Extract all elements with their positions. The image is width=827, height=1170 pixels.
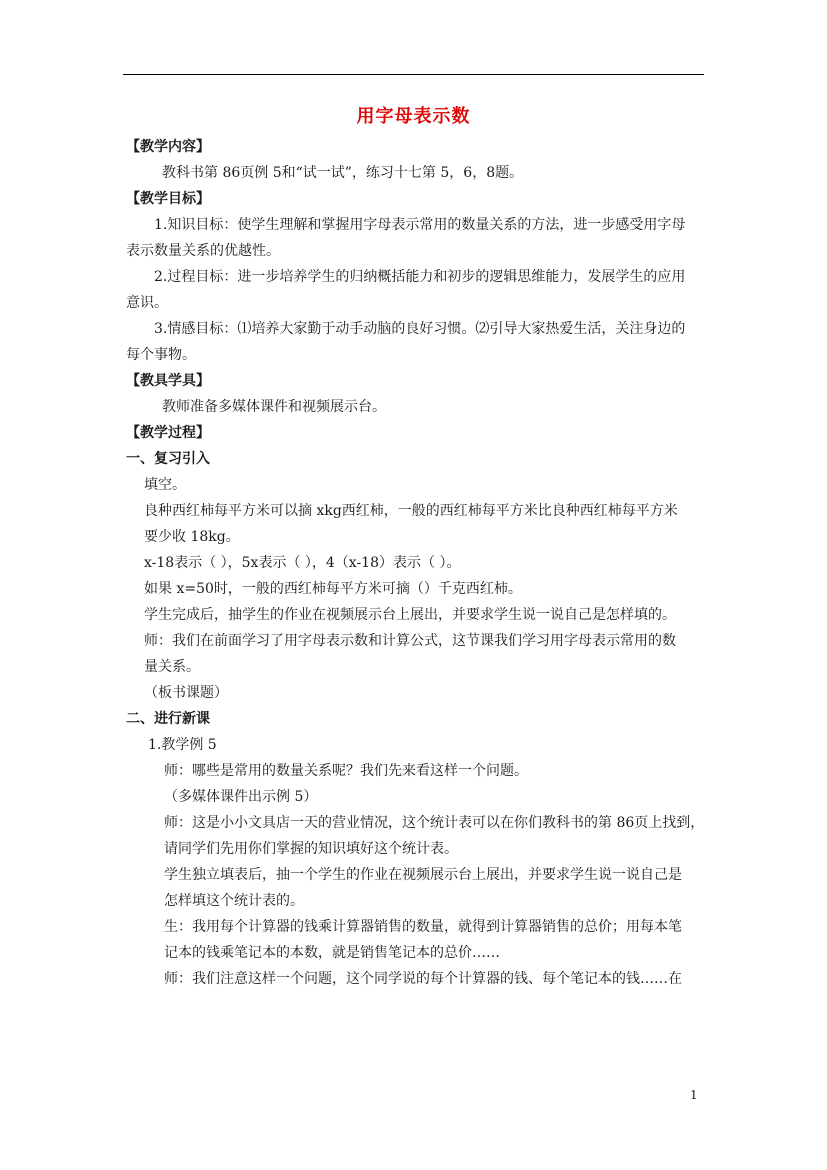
section-heading: 一、复习引入 (126, 451, 210, 467)
paragraph-line: 请同学们先用你们掌握的知识填好这个统计表。 (164, 841, 458, 857)
paragraph-line: 量关系。 (144, 659, 200, 675)
paragraph-line: 1.知识目标：使学生理解和掌握用字母表示常用的数量关系的方法，进一步感受用字母 (154, 217, 686, 233)
paragraph-line: 师：我们注意这样一个问题，这个同学说的每个计算器的钱、每个笔记本的钱……在 (164, 971, 682, 987)
paragraph-line: 要少收 18kg。 (144, 529, 240, 545)
paragraph-line: 记本的钱乘笔记本的本数，就是销售笔记本的总价…… (164, 945, 500, 961)
header-rule (123, 74, 704, 75)
paragraph-line: 学生独立填表后，抽一个学生的作业在视频展示台上展出，并要求学生说一说自己是 (164, 867, 682, 883)
section-heading: 二、进行新课 (126, 711, 210, 727)
paragraph-line: 每个事物。 (126, 347, 196, 363)
paragraph-line: 填空。 (144, 477, 186, 493)
paragraph-line: （多媒体课件出示例 5） (164, 789, 318, 805)
paragraph-line: 意识。 (126, 295, 168, 311)
paragraph-line: 良种西红柿每平方米可以摘 xkg西红柿，一般的西红柿每平方米比良种西红柿每平方米 (144, 503, 678, 519)
section-heading: 【教学内容】 (126, 139, 210, 155)
paragraph-line: 师：我们在前面学习了用字母表示数和计算公式，这节课我们学习用字母表示常用的数 (144, 633, 676, 649)
paragraph-line: 师：哪些是常用的数量关系呢？我们先来看这样一个问题。 (164, 763, 528, 779)
paragraph-line: 教师准备多媒体课件和视频展示台。 (162, 399, 386, 415)
page-number: 1 (690, 1088, 698, 1102)
paragraph-line: 学生完成后，抽学生的作业在视频展示台上展出，并要求学生说一说自己是怎样填的。 (144, 607, 676, 623)
section-heading: 【教具学具】 (126, 373, 210, 389)
paragraph-line: 怎样填这个统计表的。 (164, 893, 304, 909)
paragraph-line: （板书课题） (144, 685, 228, 701)
paragraph-line: 2.过程目标：进一步培养学生的归纳概括能力和初步的逻辑思维能力，发展学生的应用 (154, 269, 686, 285)
document-body (126, 134, 704, 992)
section-heading: 【教学过程】 (126, 425, 210, 441)
paragraph-line: 3.情感目标：⑴培养大家勤于动手动脑的良好习惯。⑵引导大家热爱生活，关注身边的 (154, 321, 686, 337)
paragraph-line: 表示数量关系的优越性。 (126, 243, 280, 259)
paragraph-line: 教科书第 86页例 5和“试一试”，练习十七第 5，6，8题。 (162, 165, 524, 181)
document-title: 用字母表示数 (356, 106, 471, 127)
section-heading: 【教学目标】 (126, 191, 210, 207)
paragraph-line: 生：我用每个计算器的钱乘计算器销售的数量，就得到计算器销售的总价；用每本笔 (164, 919, 682, 935)
paragraph-line: 如果 x=50时，一般的西红柿每平方米可摘（）千克西红柿。 (144, 581, 522, 597)
paragraph-line: x-18表示（ ），5x表示（ ），4（x-18）表示（ ）。 (144, 555, 461, 571)
paragraph-line: 师：这是小小文具店一天的营业情况，这个统计表可以在你们教科书的第 86页上找到， (164, 815, 704, 831)
paragraph-line: 1.教学例 5 (148, 737, 217, 753)
